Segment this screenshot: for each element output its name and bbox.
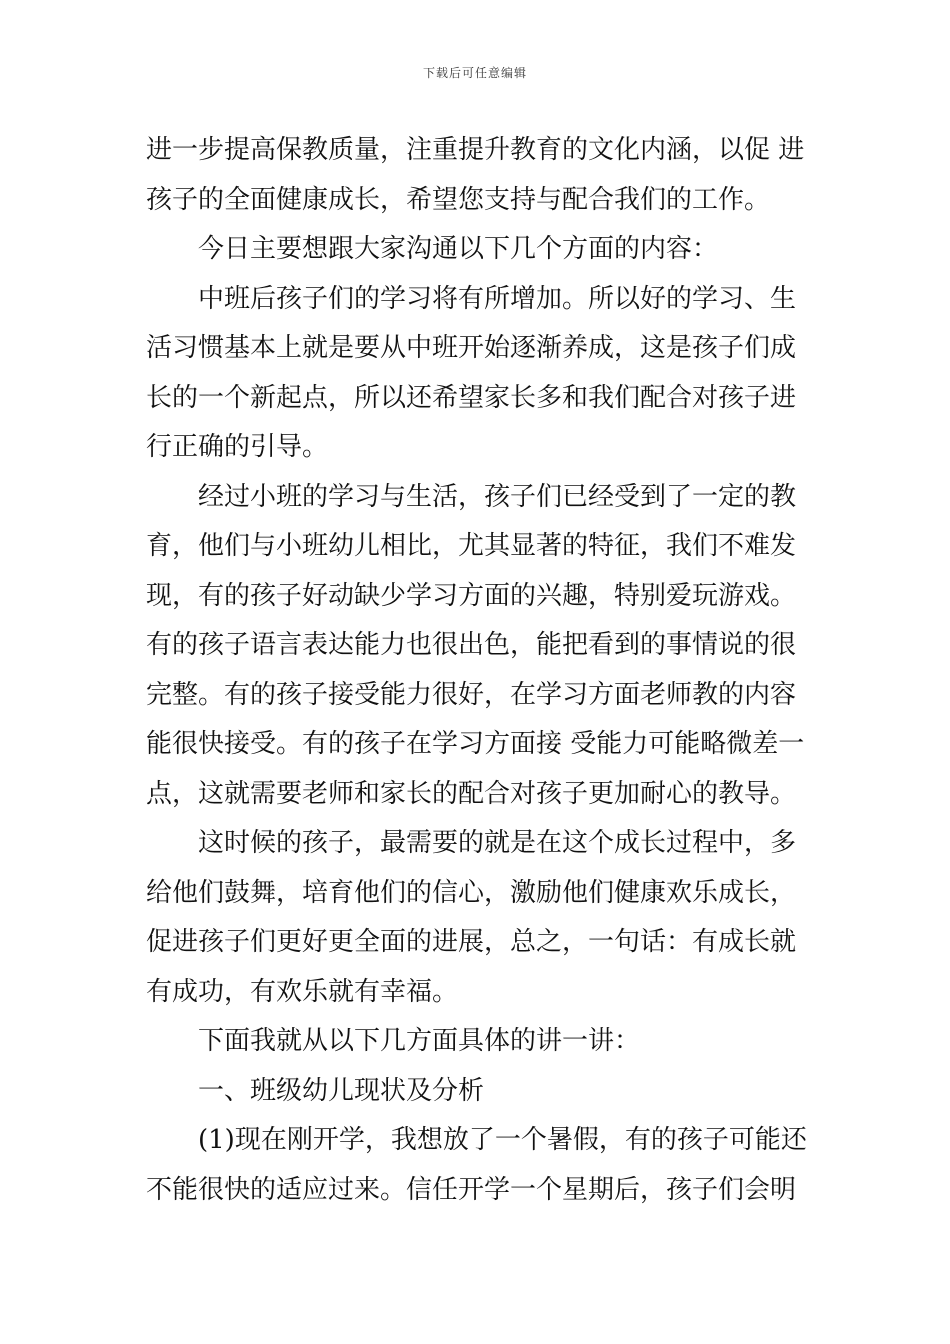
- text-line: 有成功，有欢乐就有幸福。: [146, 976, 459, 1007]
- page-header-note: 下载后可任意编辑: [422, 66, 527, 80]
- text-line: 行正确的引导。: [146, 432, 329, 462]
- text-line: 不能很快的适应过来。信任开学一个星期后，孩子们会明: [146, 1174, 797, 1205]
- text-line: 这时候的孩子，最需要的就是在这个成长过程中，多: [198, 828, 797, 858]
- text-line: 给他们鼓舞，培育他们的信心，激励他们健康欢乐成长，: [146, 877, 797, 908]
- text-line: 孩子的全面健康成长，希望您支持与配合我们的工作。: [146, 184, 771, 215]
- text-line: 完整。有的孩子接受能力很好，在学习方面老师教的内容: [146, 679, 797, 710]
- text-line: 点，这就需要老师和家长的配合对孩子更加耐心的教导。: [146, 778, 797, 809]
- text-line: 今日主要想跟大家沟通以下几个方面的内容：: [198, 234, 719, 264]
- text-line: 经过小班的学习与生活，孩子们已经受到了一定的教: [198, 481, 797, 512]
- document-body: [146, 126, 810, 1215]
- text-line: 能很快接受。有的孩子在学习方面接 受能力可能略微差一: [146, 729, 805, 759]
- text-line: 下面我就从以下几方面具体的讲一讲：: [198, 1026, 641, 1056]
- text-line: 长的一个新起点，所以还希望家长多和我们配合对孩子进: [146, 382, 797, 413]
- text-line: (1)现在刚开学，我想放了一个暑假，有的孩子可能还: [198, 1125, 807, 1155]
- text-line: 促进孩子们更好更全面的进展，总之，一句话：有成长就: [146, 927, 797, 957]
- text-line: 有的孩子语言表达能力也很出色，能把看到的事情说的很: [146, 630, 797, 660]
- text-line: 育，他们与小班幼儿相比，尤其显著的特征，我们不难发: [146, 531, 797, 561]
- text-line: 活习惯基本上就是要从中班开始逐渐养成，这是孩子们成: [146, 333, 797, 363]
- text-line: 现，有的孩子好动缺少学习方面的兴趣，特别爱玩游戏。: [146, 580, 797, 611]
- section-heading: 一、班级幼儿现状及分析: [198, 1075, 485, 1106]
- text-line: 进一步提高保教质量，注重提升教育的文化内涵，以促 进: [146, 135, 805, 165]
- text-line: 中班后孩子们的学习将有所增加。所以好的学习、生: [198, 283, 797, 314]
